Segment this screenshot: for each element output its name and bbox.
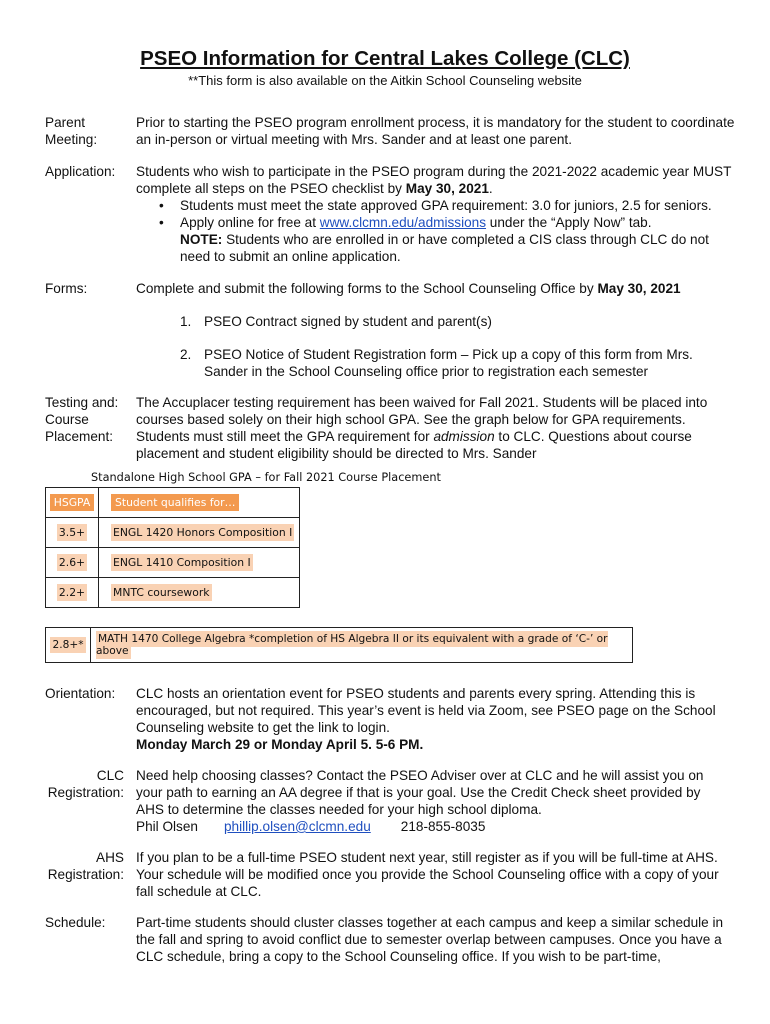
list-item: 1. PSEO Contract signed by student and parent(s) bbox=[180, 314, 492, 329]
label-testing: Testing and: Course Placement: bbox=[45, 395, 119, 444]
clc-registration-text: Need help choosing classes? Contact the PSEO Adviser over at CLC and he will assist you on your path to earning an AA degree if that is your goal. Use the Credit Check sheet provided by AHS to determine the classes needed for your high school diploma. bbox=[136, 768, 704, 817]
text-schedule: Part-time students should cluster classes together at each campus and keep a similar schedule in the fall and spring to avoid conflict due to semester overlap between campuses. Once you have a CLC schedule, bring a copy to the School Counseling office. If you wish to be part-time, bbox=[136, 915, 724, 964]
table-row bbox=[46, 548, 300, 578]
table-row bbox=[46, 628, 633, 663]
label-parent-meeting: Parent Meeting: bbox=[45, 115, 98, 147]
gpa-cell: 3.5+ bbox=[58, 526, 86, 539]
label-forms: Forms: bbox=[45, 281, 88, 296]
section-orientation bbox=[136, 685, 726, 753]
page-title: PSEO Information for Central Lakes College (CLC) bbox=[140, 47, 630, 70]
admissions-link[interactable]: www.clcmn.edu/admissions bbox=[319, 215, 487, 230]
gpa-cell: 2.8+* bbox=[52, 639, 84, 651]
table-row bbox=[46, 578, 300, 608]
page-subtitle: **This form is also available on the Aitkin School Counseling website bbox=[188, 73, 582, 88]
gpa-header-cell: HSGPA bbox=[50, 494, 95, 511]
label-schedule: Schedule: bbox=[45, 915, 106, 930]
label-ahs-registration: AHS Registration: bbox=[47, 850, 124, 882]
text-ahs-registration: If you plan to be a full-time PSEO student next year, still register as if you will be full-time at AHS. Your schedule will be modified once you provide the School Counseling office with a copy of your fall schedule at CLC. bbox=[136, 850, 719, 899]
section-application bbox=[136, 163, 736, 265]
label-clc-registration: CLC Registration: bbox=[47, 768, 124, 800]
algebra-table bbox=[45, 627, 633, 663]
list-item: 2. PSEO Notice of Student Registration form – Pick up a copy of this form from Mrs. Sander in the School Counseling office prior to registration each semester bbox=[180, 347, 693, 379]
text-testing: The Accuplacer testing requirement has been waived for Fall 2021. Students will be placed into courses based solely on their high school GPA. See the graph below for GPA requirements. Students must still meet the GPA requirement for admission to CLC. Questions about course placement and student eligibility should be directed to Mrs. Sander bbox=[136, 395, 708, 461]
course-cell: MNTC coursework bbox=[113, 586, 210, 599]
label-application: Application: bbox=[45, 164, 116, 179]
application-note: NOTE: Students who are enrolled in or have completed a CIS class through CLC do not need to submit an online application. bbox=[180, 232, 709, 264]
orientation-dates: Monday March 29 or Monday April 5. 5-6 PM. bbox=[136, 737, 424, 752]
section-clc-registration bbox=[136, 767, 726, 835]
course-cell: ENGL 1420 Honors Composition I bbox=[113, 526, 293, 539]
qualifies-header-cell: Student qualifies for… bbox=[111, 494, 239, 511]
text-forms: Complete and submit the following forms to the School Counseling Office by May 30, 2021 bbox=[136, 281, 681, 296]
table-header-row bbox=[46, 488, 300, 518]
list-item: • Students must meet the state approved GPA requirement: 3.0 for juniors, 2.5 for seniors. bbox=[136, 197, 736, 214]
contact-line bbox=[136, 818, 726, 835]
contact-email-link[interactable]: phillip.olsen@clcmn.edu bbox=[223, 819, 371, 834]
forms-deadline: May 30, 2021 bbox=[597, 281, 681, 296]
label-orientation: Orientation: bbox=[45, 686, 116, 701]
contact-name: Phil Olsen bbox=[136, 819, 198, 834]
gpa-table-caption: Standalone High School GPA – for Fall 2021 Course Placement bbox=[91, 471, 441, 484]
table-row bbox=[46, 518, 300, 548]
application-intro: Students who wish to participate in the PSEO program during the 2021-2022 academic year MUST complete all steps on the PSEO checklist by May 30, 2021. bbox=[136, 164, 732, 196]
orientation-text: CLC hosts an orientation event for PSEO students and parents every spring. Attending this is encouraged, but not required. This year’s event is held via Zoom, see PSEO page on the School Counseling website to get the link to login. bbox=[136, 686, 716, 735]
course-cell: MATH 1470 College Algebra *completion of HS Algebra II or its equivalent with a grade of ‘C-’ or above bbox=[96, 633, 608, 657]
gpa-cell: 2.2+ bbox=[58, 586, 86, 599]
text-parent-meeting: Prior to starting the PSEO program enrollment process, it is mandatory for the student to coordinate an in-person or virtual meeting with Mrs. Sander and at least one parent. bbox=[136, 115, 735, 147]
application-deadline: May 30, 2021 bbox=[405, 181, 489, 196]
gpa-cell: 2.6+ bbox=[58, 556, 86, 569]
course-cell: ENGL 1410 Composition I bbox=[113, 556, 251, 569]
contact-phone: 218-855-8035 bbox=[400, 819, 486, 834]
gpa-table bbox=[45, 487, 300, 608]
list-item: • Apply online for free at www.clcmn.edu/admissions under the “Apply Now” tab. bbox=[136, 214, 736, 231]
